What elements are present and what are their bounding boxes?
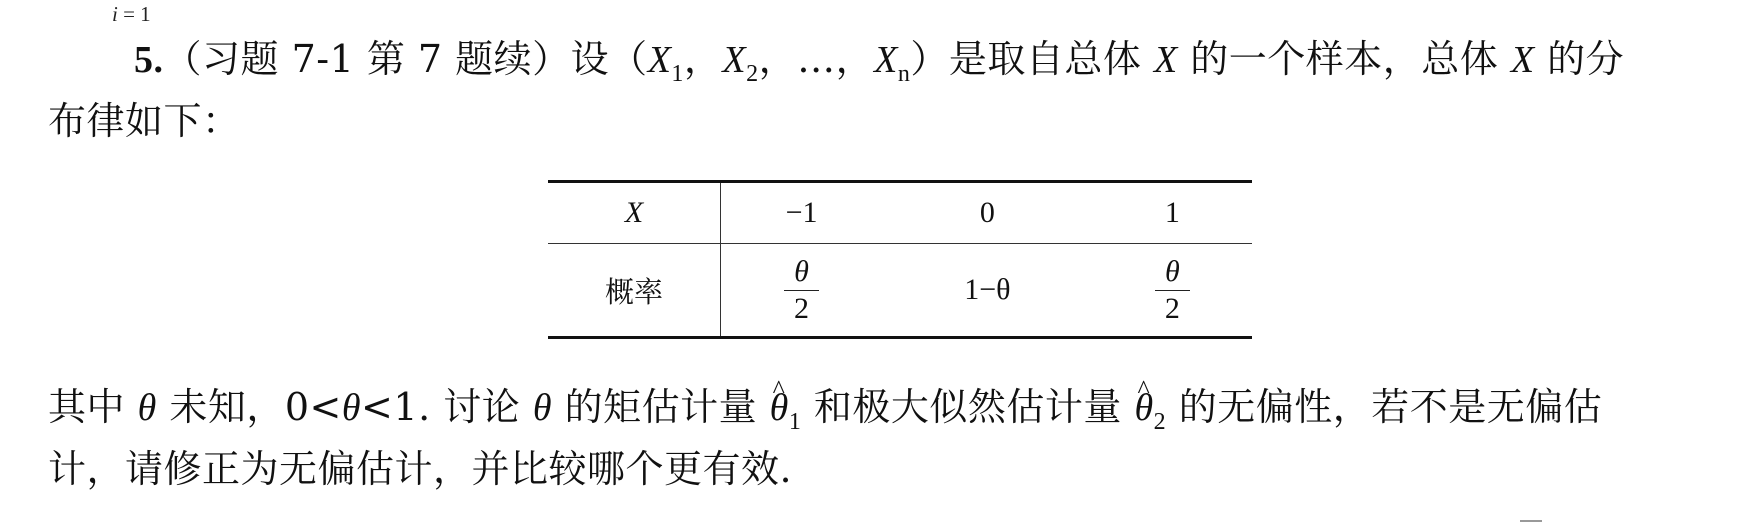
page-edge-mark bbox=[1520, 520, 1542, 522]
fraction-theta-over-2-a bbox=[784, 254, 819, 327]
population-var-a: X bbox=[1153, 39, 1178, 81]
problem-statement bbox=[48, 28, 1738, 152]
sample-var-n: X bbox=[874, 39, 898, 81]
conclusion-text-e: 和极大似然估计量 bbox=[801, 385, 1135, 429]
estimator-subscript-1: 1 bbox=[788, 409, 802, 435]
theta-3: θ bbox=[532, 387, 552, 429]
subscript-n: n bbox=[897, 61, 911, 87]
problem-text-c: 的分 bbox=[1534, 37, 1625, 81]
previous-formula-fragment bbox=[112, 2, 151, 27]
conclusion-text-d: 的矩估计量 bbox=[551, 385, 770, 429]
conclusion-line-1 bbox=[48, 376, 1738, 438]
problem-line-2: 布律如下： bbox=[48, 99, 241, 143]
fraction-numerator: θ bbox=[1155, 254, 1190, 291]
table-prob-one bbox=[1093, 244, 1252, 338]
fraction-theta-over-2-b bbox=[1155, 254, 1190, 327]
distribution-table bbox=[548, 180, 1252, 339]
table-prob-label: 概率 bbox=[548, 244, 721, 338]
comma-1: ， bbox=[683, 37, 723, 81]
problem-text-b: 的一个样本，总体 bbox=[1177, 37, 1511, 81]
problem-line-1 bbox=[48, 28, 1738, 90]
table-value-one: 1 bbox=[1093, 182, 1252, 244]
subscript-1: 1 bbox=[671, 61, 684, 87]
population-var-b: X bbox=[1510, 39, 1535, 81]
table-row-probability bbox=[548, 244, 1252, 338]
theta-1: θ bbox=[137, 387, 157, 429]
table-prob-neg-one bbox=[721, 244, 883, 338]
table-header-x bbox=[548, 182, 721, 244]
fragment-variable: i bbox=[112, 2, 118, 26]
fraction-denominator: 2 bbox=[1164, 291, 1180, 325]
problem-ref: （习题 7-1 第 7 题续）设（ bbox=[163, 37, 648, 81]
table-value-neg-one: −1 bbox=[721, 182, 883, 244]
theta-hat-2: ^ θ bbox=[1135, 377, 1154, 439]
fraction-numerator: θ bbox=[784, 254, 819, 291]
problem-number: 5. bbox=[134, 39, 164, 81]
conclusion-text-c: <1. 讨论 bbox=[361, 385, 533, 429]
table-x-label: X bbox=[624, 196, 644, 229]
conclusion-text-f: 的无偏性，若不是无偏估 bbox=[1166, 385, 1603, 429]
table-row-values bbox=[548, 182, 1252, 244]
subscript-2: 2 bbox=[746, 61, 759, 87]
estimator-subscript-2: 2 bbox=[1153, 409, 1167, 435]
problem-text-a: ）是取自总体 bbox=[910, 37, 1154, 81]
conclusion-text-a: 其中 bbox=[48, 385, 138, 429]
sample-var-2: X bbox=[722, 39, 747, 81]
theta-hat-1: ^ θ bbox=[770, 377, 789, 439]
table-prob-zero: 1−θ bbox=[964, 273, 1011, 306]
sample-var-1: X bbox=[647, 39, 672, 81]
table-value-zero: 0 bbox=[882, 182, 1093, 244]
conclusion-text-b: 未知，0< bbox=[156, 385, 342, 429]
conclusion-line-2: 计，请修正为无偏估计，并比较哪个更有效. bbox=[48, 447, 793, 491]
fraction-denominator: 2 bbox=[794, 291, 810, 325]
problem-conclusion bbox=[48, 376, 1738, 500]
fragment-rest: = 1 bbox=[117, 2, 151, 26]
ellipsis: ，…， bbox=[758, 37, 875, 81]
theta-2: θ bbox=[341, 387, 362, 429]
